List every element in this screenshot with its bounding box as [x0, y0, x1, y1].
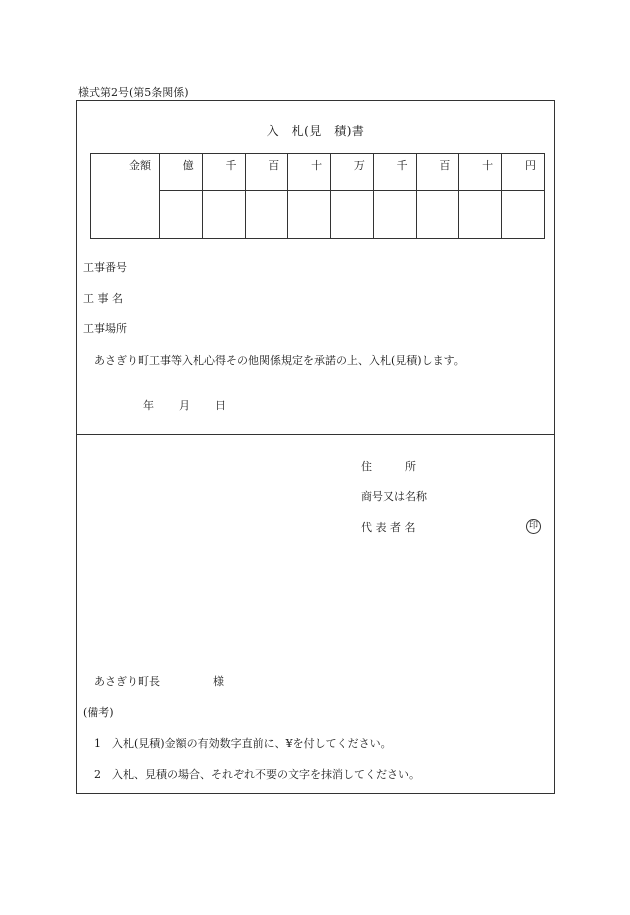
- form-title: 入 札(見 積)書: [266, 124, 365, 138]
- digit-yen: 円: [502, 154, 545, 191]
- project-name-label: 工 事 名: [83, 292, 123, 305]
- date-month-label: 月: [179, 399, 190, 412]
- bid-form-frame: [76, 100, 555, 794]
- notes-heading: (備考): [83, 706, 114, 719]
- amount-cell-hyaku[interactable]: [416, 191, 459, 239]
- note-item-2: 2 入札、見積の場合、それぞれ不要の文字を抹消してください。: [94, 768, 420, 781]
- consent-statement: あさぎり町工事等入札心得その他関係規定を承諾の上、入札(見積)します。: [94, 354, 465, 367]
- digit-juu: 十: [459, 154, 502, 191]
- amount-cell-sen-man[interactable]: [202, 191, 245, 239]
- form-number-label: 様式第2号(第5条関係): [78, 86, 189, 99]
- digit-hyaku: 百: [416, 154, 459, 191]
- seal-mark-icon: 印: [526, 519, 541, 534]
- amount-cell-sen[interactable]: [373, 191, 416, 239]
- note-item-1: 1 入札(見積)金額の有効数字直前に、¥を付してください。: [94, 737, 392, 750]
- digit-sen: 千: [373, 154, 416, 191]
- address-label: 住 所: [361, 460, 416, 473]
- amount-cell-juu-man[interactable]: [288, 191, 331, 239]
- date-year-label: 年: [143, 399, 154, 412]
- amount-cell-man[interactable]: [331, 191, 374, 239]
- amount-entry-row: [91, 191, 545, 239]
- digit-man: 万: [331, 154, 374, 191]
- amount-cell-hyaku-man[interactable]: [245, 191, 288, 239]
- project-number-label: 工事番号: [83, 261, 127, 274]
- company-name-label: 商号又は名称: [361, 490, 427, 503]
- digit-oku: 億: [160, 154, 203, 191]
- amount-label: 金額: [91, 154, 160, 239]
- date-day-label: 日: [215, 399, 226, 412]
- amount-digit-header-row: [91, 154, 545, 191]
- section-divider: [77, 434, 554, 435]
- amount-cell-juu[interactable]: [459, 191, 502, 239]
- amount-cell-yen[interactable]: [502, 191, 545, 239]
- project-site-label: 工事場所: [83, 322, 127, 335]
- digit-juu-man: 十: [288, 154, 331, 191]
- amount-cell-oku[interactable]: [160, 191, 203, 239]
- representative-name-label: 代 表 者 名: [361, 521, 416, 534]
- addressee-name: あさぎり町長: [94, 675, 160, 688]
- digit-hyaku-man: 百: [245, 154, 288, 191]
- digit-sen-man: 千: [202, 154, 245, 191]
- amount-table: [90, 153, 545, 239]
- addressee-honorific: 様: [213, 675, 224, 688]
